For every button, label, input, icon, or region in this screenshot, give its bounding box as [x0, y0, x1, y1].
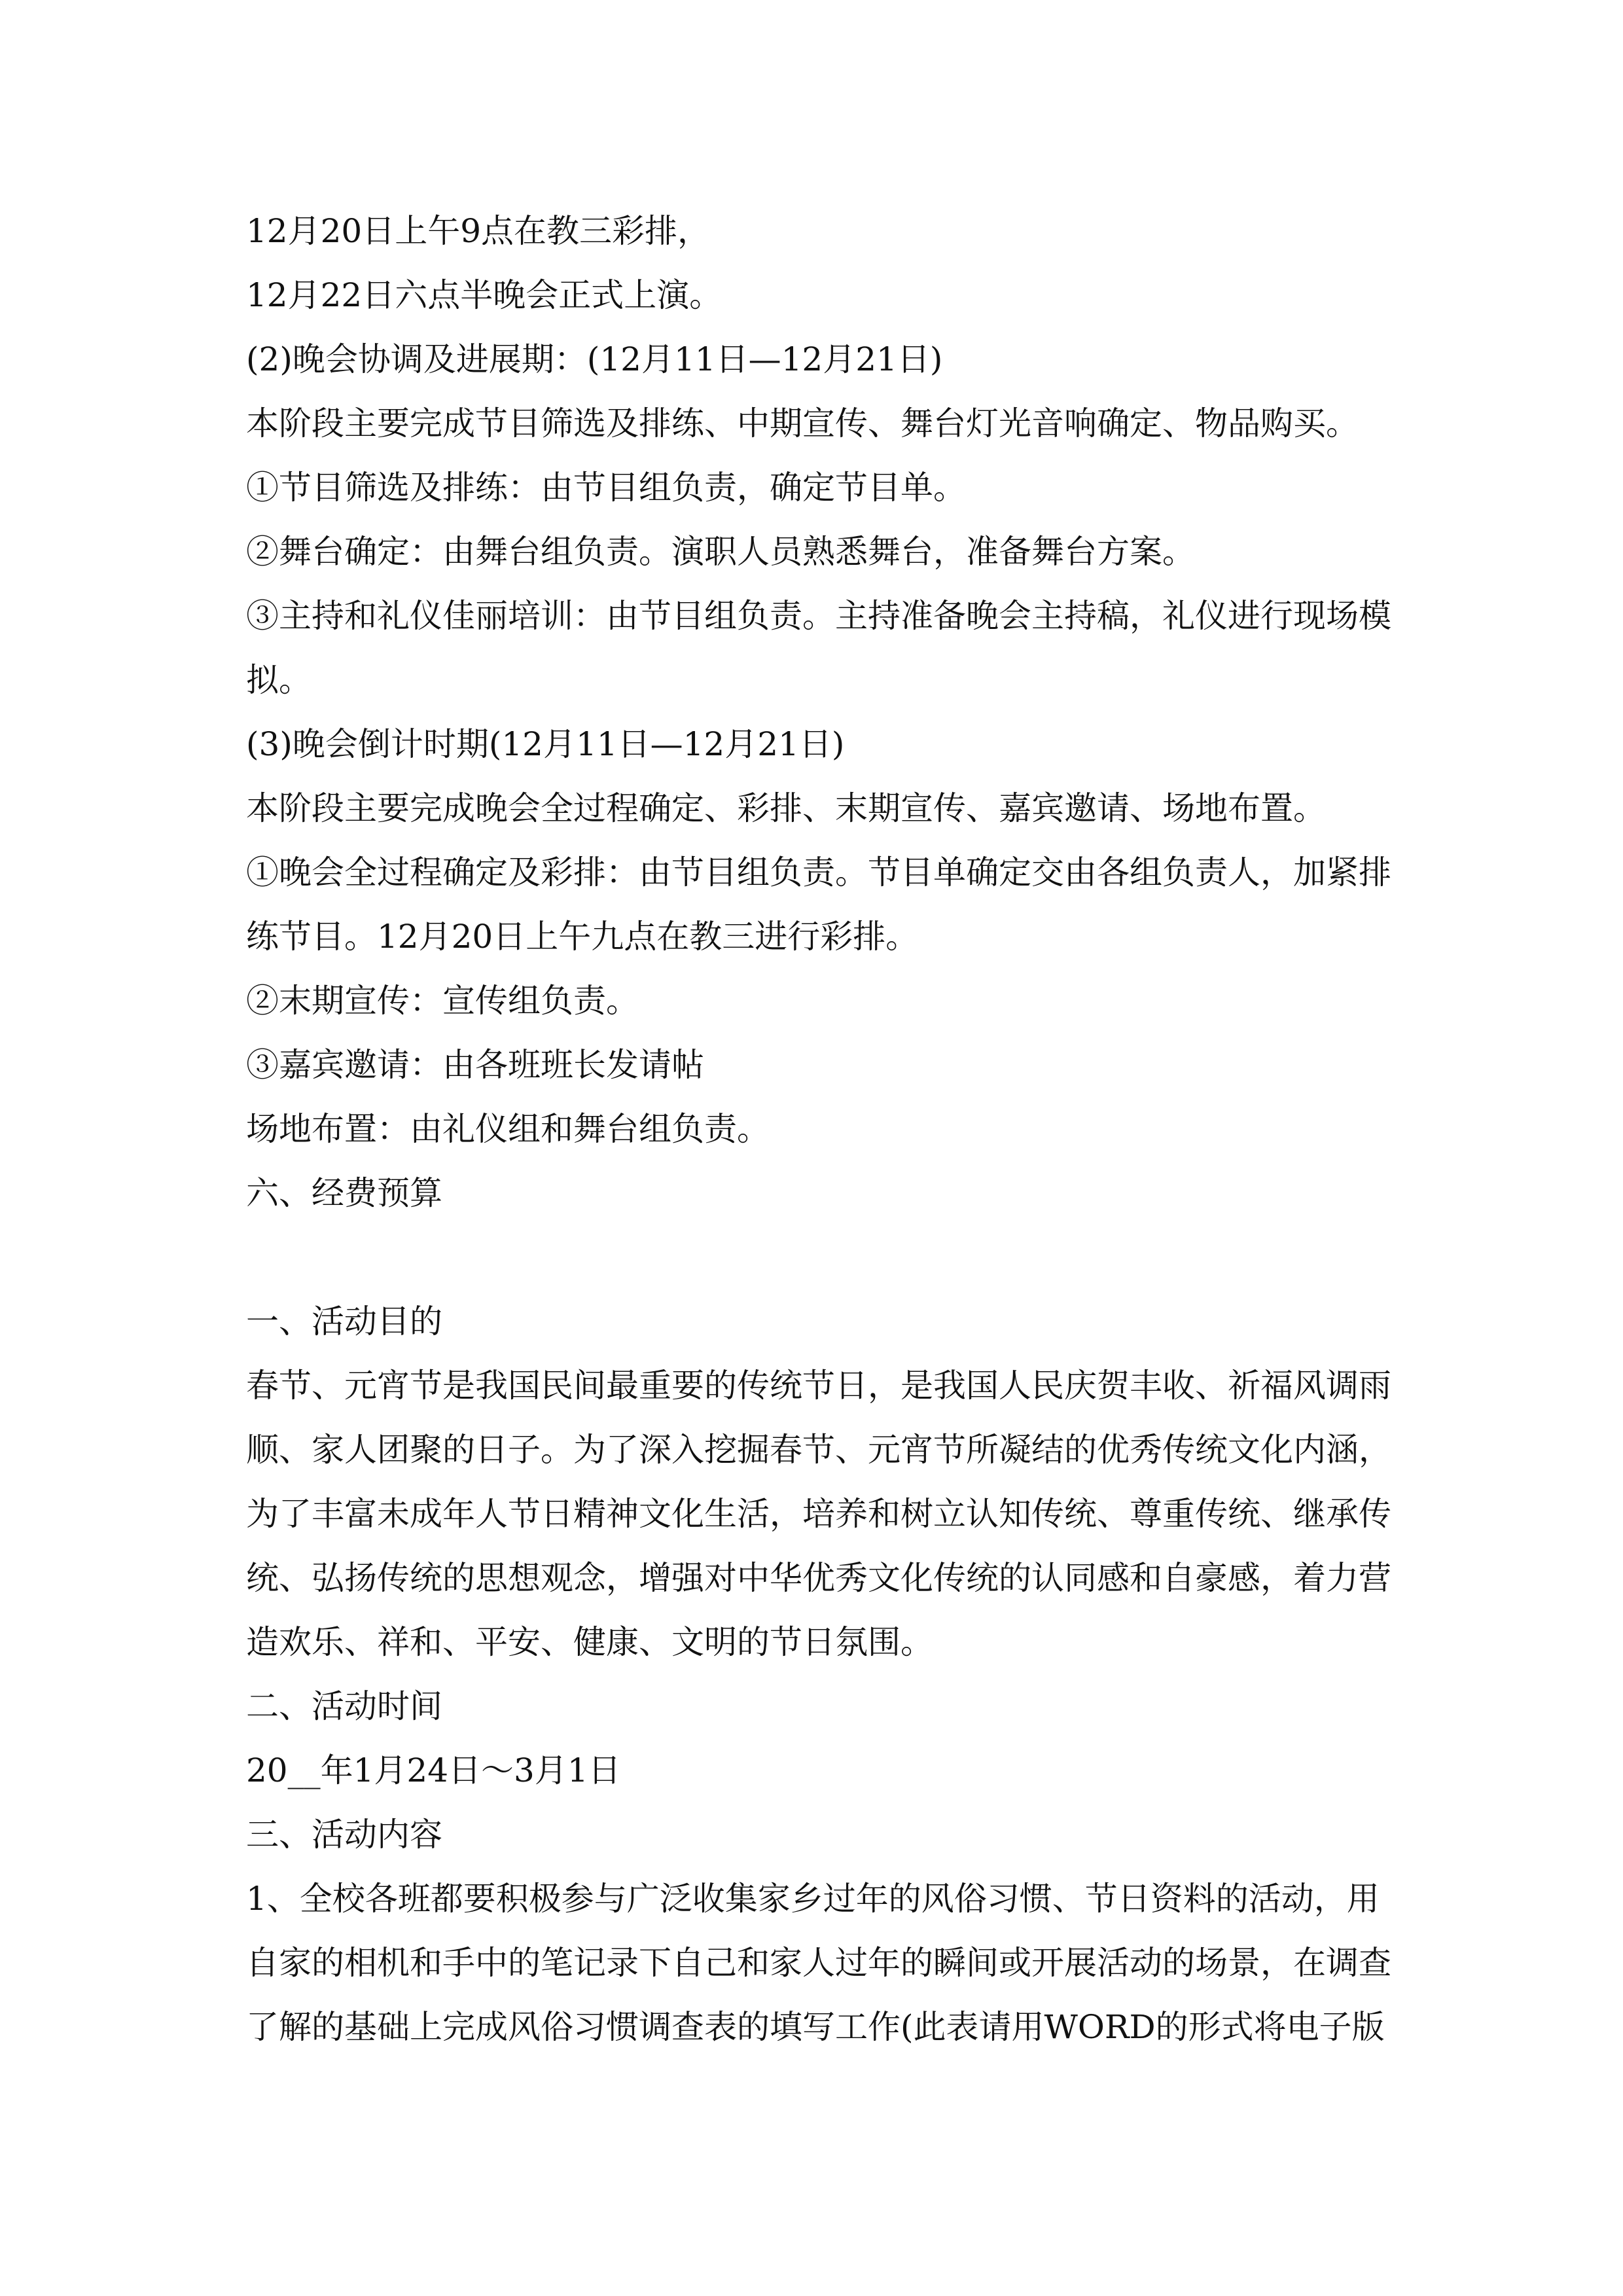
text-line: ②舞台确定：由舞台组负责。演职人员熟悉舞台，准备舞台方案。 — [246, 533, 1195, 571]
text-line: 春节、元宵节是我国民间最重要的传统节日，是我国人民庆贺丰收、祈福风调雨 — [246, 1367, 1391, 1405]
text-line: 12月20日上午9点在教三彩排， — [246, 212, 711, 250]
text-line: (3)晚会倒计时期(12月11日—12月21日) — [246, 725, 845, 763]
document-body — [246, 199, 1391, 2059]
text-line: 了解的基础上完成风俗习惯调查表的填写工作(此表请用WORD的形式将电子版 — [246, 2008, 1385, 2046]
text-line: 本阶段主要完成节目筛选及排练、中期宣传、舞台灯光音响确定、物品购买。 — [246, 404, 1359, 442]
section-heading: 三、活动内容 — [246, 1816, 442, 1854]
text-line: ①节目筛选及排练：由节目组负责，确定节目单。 — [246, 469, 966, 507]
text-line: 造欢乐、祥和、平安、健康、文明的节日氛围。 — [246, 1623, 933, 1661]
text-line: 为了丰富未成年人节日精神文化生活，培养和树立认知传统、尊重传统、继承传 — [246, 1495, 1391, 1533]
section-heading: 六、经费预算 — [246, 1174, 442, 1212]
blank-line — [246, 1225, 1378, 1289]
text-line: 统、弘扬传统的思想观念，增强对中华优秀文化传统的认同感和自豪感，着力营 — [246, 1559, 1391, 1597]
text-line: 顺、家人团聚的日子。为了深入挖掘春节、元宵节所凝结的优秀传统文化内涵， — [246, 1431, 1391, 1469]
text-line: 20__年1月24日～3月1日 — [246, 1751, 621, 1789]
section-heading: 一、活动目的 — [246, 1302, 442, 1340]
section-heading: 二、活动时间 — [246, 1687, 442, 1725]
text-line: (2)晚会协调及进展期：(12月11日—12月21日) — [246, 340, 943, 378]
text-line: 1、全校各班都要积极参与广泛收集家乡过年的风俗习惯、节日资料的活动，用 — [246, 1880, 1380, 1918]
text-line: 练节目。12月20日上午九点在教三进行彩排。 — [246, 918, 919, 956]
text-line: ①晚会全过程确定及彩排：由节目组负责。节目单确定交由各组负责人，加紧排 — [246, 853, 1391, 891]
text-line: 场地布置：由礼仪组和舞台组负责。 — [246, 1110, 770, 1148]
text-line: 12月22日六点半晚会正式上演。 — [246, 276, 722, 314]
text-line: 自家的相机和手中的笔记录下自己和家人过年的瞬间或开展活动的场景，在调查 — [246, 1944, 1391, 1982]
text-line: ③主持和礼仪佳丽培训：由节目组负责。主持准备晚会主持稿，礼仪进行现场模 — [246, 597, 1391, 635]
text-line: ②末期宣传：宣传组负责。 — [246, 982, 639, 1020]
text-line: 拟。 — [246, 661, 312, 699]
text-line: ③嘉宾邀请：由各班班长发请帖 — [246, 1046, 704, 1084]
text-line: 本阶段主要完成晚会全过程确定、彩排、末期宣传、嘉宾邀请、场地布置。 — [246, 789, 1326, 827]
